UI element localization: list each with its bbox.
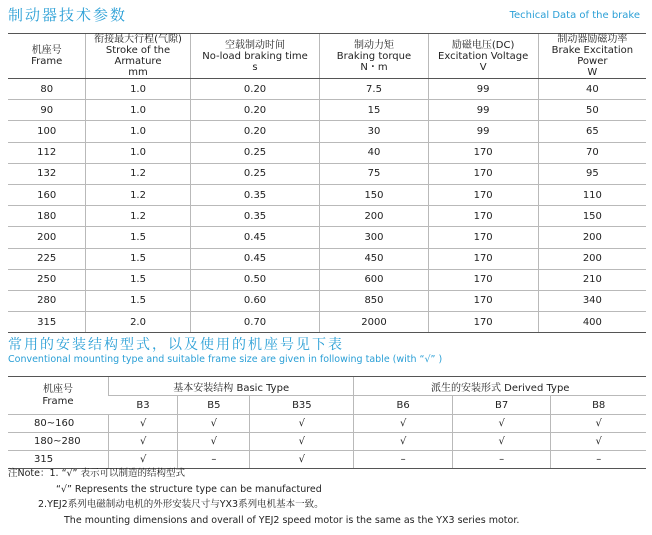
table-row [8,415,646,433]
table-cell: 132 [8,163,86,184]
header-cn: 机座号 [31,45,62,56]
table-cell: 0.25 [190,142,320,163]
table-cell: 170 [428,163,538,184]
table-cell: 150 [538,206,646,227]
table-cell: 1.2 [86,163,190,184]
derived-type-header: 派生的安装形式 Derived Type [354,377,646,396]
table-cell: 95 [538,163,646,184]
table-cell: 90 [8,100,86,121]
table-cell: 99 [428,100,538,121]
header-cn: 制动力矩 [353,39,394,51]
table-cell: 40 [538,79,646,100]
table-cell: 170 [428,312,538,333]
table-cell: 600 [320,269,428,290]
table-row [8,79,646,100]
table-row [8,206,646,227]
mounting-column-header: B7 [452,396,550,415]
mounting-column-header: B3 [109,396,178,415]
table-row [8,121,646,142]
table-cell: 200 [320,206,428,227]
mounting-cell: √ [452,433,550,451]
note-line-1: 注Note：1. “√” 表示可以制造的结构型式 [8,468,185,479]
table-cell: 99 [428,79,538,100]
table-cell: 170 [428,269,538,290]
table-row [8,433,646,451]
table-cell: 400 [538,312,646,333]
table-cell: 0.50 [190,269,320,290]
table-cell: 7.5 [320,79,428,100]
mounting-cell: √ [452,415,550,433]
table-cell: 200 [8,227,86,248]
header-en: Braking torque [336,50,412,62]
header-en: Brake Excitation Power [551,45,634,67]
table-cell: 225 [8,248,86,269]
table-cell: 1.2 [86,184,190,205]
table-cell: 2.0 [86,312,190,333]
table-cell: 1.0 [86,100,190,121]
header-en: No-load braking time [202,50,308,62]
table-cell: 340 [538,290,646,311]
header-cell [190,34,320,79]
notes [8,466,519,528]
table-cell: 170 [428,227,538,248]
table-cell: 170 [428,290,538,311]
table-cell: 30 [320,121,428,142]
mounting-cell: √ [551,433,646,451]
header-cn: 衔接最大行程(气隙) [94,34,182,45]
mounting-cell: √ [551,415,646,433]
table-row [8,163,646,184]
mounting-type-table [8,376,646,469]
table-cell: 110 [538,184,646,205]
header-cell [428,34,538,79]
table-cell: 70 [538,142,646,163]
table-cell: 1.5 [86,227,190,248]
brake-data-title-en: Techical Data of the brake [509,10,640,21]
header-cell [8,34,86,79]
header-cn: 制动器励磁功率 [557,34,628,45]
mounting-cell: – [178,451,250,469]
header-cell [538,34,646,79]
table-cell: 100 [8,121,86,142]
frame-header [8,377,109,415]
mounting-cell: √ [250,415,354,433]
header-unit: N・m [360,61,388,73]
table-cell: 50 [538,100,646,121]
brake-data-header-row [8,34,646,79]
note-line-2: “√” Represents the structure type can be manufactured [56,483,322,495]
mounting-cell: √ [354,433,452,451]
mounting-cell: √ [109,451,178,469]
table-cell: 75 [320,163,428,184]
table-cell: 170 [428,248,538,269]
brake-data-body [8,79,646,333]
table-cell: 315 [8,312,86,333]
table-row [8,269,646,290]
table-cell: 1.0 [86,79,190,100]
frame-cell: 80~160 [8,415,109,433]
mounting-cell: √ [250,451,354,469]
header-cell [320,34,428,79]
mounting-cell: – [551,451,646,469]
mounting-title-en: Conventional mounting type and suitable frame size are given in following table (with “√” ) [8,354,443,365]
header-unit: mm [128,67,148,78]
frame-header-cn: 机座号 [43,383,73,395]
mounting-cell: √ [250,433,354,451]
table-cell: 160 [8,184,86,205]
table-cell: 170 [428,142,538,163]
header-en: Frame [31,56,63,67]
table-cell: 40 [320,142,428,163]
table-cell: 170 [428,206,538,227]
note-line-3: 2.YEJ2系列电磁制动电机的外形安装尺寸与YX3系列电机基本一致。 [38,499,324,510]
table-cell: 0.20 [190,100,320,121]
header-cn: 空载制动时间 [225,39,286,51]
header-unit: s [252,61,258,73]
table-row [8,100,646,121]
mounting-cell: √ [109,415,178,433]
mounting-column-header: B35 [250,396,354,415]
table-cell: 1.2 [86,206,190,227]
mounting-body [8,415,646,469]
table-cell: 1.5 [86,248,190,269]
table-cell: 1.5 [86,269,190,290]
table-cell: 0.60 [190,290,320,311]
brake-data-title-cn: 制动器技术参数 [8,6,128,24]
table-row [8,142,646,163]
mounting-cell: √ [178,433,250,451]
frame-cell: 180~280 [8,433,109,451]
table-cell: 170 [428,184,538,205]
table-cell: 0.20 [190,121,320,142]
mounting-cell: √ [354,415,452,433]
table-cell: 850 [320,290,428,311]
header-cn: 励磁电压(DC) [451,39,515,51]
table-cell: 0.45 [190,248,320,269]
table-cell: 2000 [320,312,428,333]
header-cell [86,34,190,79]
table-cell: 450 [320,248,428,269]
table-cell: 112 [8,142,86,163]
table-cell: 0.70 [190,312,320,333]
table-cell: 0.35 [190,206,320,227]
table-cell: 65 [538,121,646,142]
table-cell: 0.20 [190,79,320,100]
mounting-cell: – [354,451,452,469]
table-cell: 280 [8,290,86,311]
mounting-column-header: B6 [354,396,452,415]
table-cell: 1.5 [86,290,190,311]
frame-header-en: Frame [42,395,74,407]
table-cell: 210 [538,269,646,290]
table-cell: 0.35 [190,184,320,205]
table-cell: 0.25 [190,163,320,184]
table-cell: 200 [538,227,646,248]
note-line-4: The mounting dimensions and overall of YEJ2 speed motor is the same as the YX3 series motor. [64,514,520,526]
table-cell: 300 [320,227,428,248]
table-cell: 250 [8,269,86,290]
header-en: Excitation Voltage [438,50,529,62]
header-en: Stroke of the Armature [105,45,171,67]
table-cell: 80 [8,79,86,100]
mounting-title-cn: 常用的安装结构型式，以及使用的机座号见下表 [8,337,344,353]
brake-data-table [8,33,646,333]
mounting-column-header: B5 [178,396,250,415]
table-cell: 15 [320,100,428,121]
header-unit: V [479,61,487,73]
header-unit: W [587,67,598,78]
mounting-cell: √ [178,415,250,433]
mounting-group-row [8,377,646,396]
table-row [8,312,646,333]
table-cell: 150 [320,184,428,205]
table-cell: 1.0 [86,121,190,142]
mounting-column-header: B8 [551,396,646,415]
table-row [8,184,646,205]
table-cell: 200 [538,248,646,269]
table-cell: 1.0 [86,142,190,163]
table-row [8,227,646,248]
table-cell: 99 [428,121,538,142]
basic-type-header: 基本安装结构 Basic Type [109,377,354,396]
table-row [8,290,646,311]
frame-cell: 315 [8,451,109,469]
table-cell: 180 [8,206,86,227]
table-row [8,248,646,269]
mounting-cell: – [452,451,550,469]
table-cell: 0.45 [190,227,320,248]
mounting-cell: √ [109,433,178,451]
